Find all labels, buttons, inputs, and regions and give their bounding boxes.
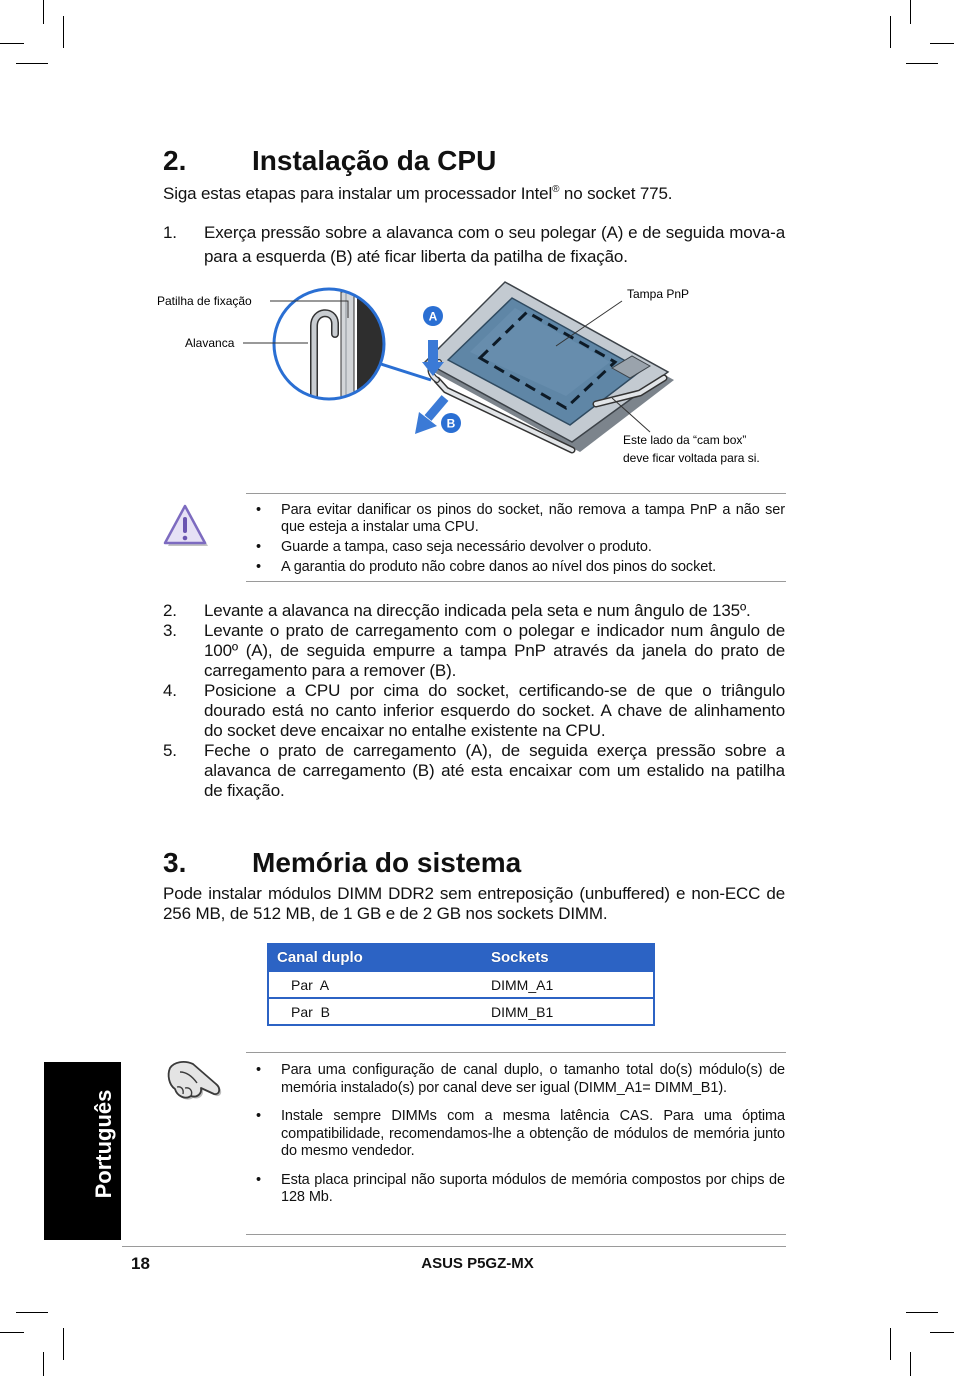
label-pnp-cap: Tampa PnP — [627, 287, 690, 301]
crop-mark — [63, 16, 64, 48]
bullet: • — [256, 1062, 261, 1078]
caution-top-rule — [246, 493, 786, 494]
crop-mark — [43, 0, 44, 24]
bullet: • — [256, 539, 261, 555]
list-item — [256, 502, 785, 536]
table-header-row — [268, 944, 654, 971]
note-text: Esta placa principal não suporta módulos de memória compostos por chips de 128 Mb. — [281, 1171, 785, 1205]
list-item — [256, 1108, 785, 1161]
crop-mark — [16, 63, 48, 64]
cpu-socket-figure — [150, 278, 795, 473]
crop-mark — [0, 1332, 24, 1333]
crop-mark — [906, 63, 938, 64]
bullet: • — [256, 559, 261, 575]
step-number: 3. — [163, 621, 177, 640]
step-text: Posicione a CPU por cima do socket, certificando-se de que o triângulo dourado está no canto inferior esquerdo do socket. A chave de alinhamento do socket deve encaixar no entalhe existente na CPU. — [204, 681, 785, 740]
zoom-connector — [381, 364, 431, 380]
table-row — [268, 998, 654, 1025]
warning-exclamation-bar — [183, 517, 187, 533]
step-number: 1. — [163, 223, 177, 242]
table-cell: DIMM_A1 — [483, 971, 654, 998]
label-cam-box-line2: deve ficar voltada para si. — [623, 451, 760, 465]
table-row — [268, 971, 654, 998]
crop-mark — [890, 1328, 891, 1360]
arrow-left-down-icon — [428, 398, 445, 418]
step-number: 5. — [163, 741, 177, 760]
crop-mark — [910, 0, 911, 24]
step-3 — [163, 621, 785, 681]
section-number: 2. — [163, 145, 187, 176]
crop-mark — [910, 1352, 911, 1376]
step-2 — [163, 601, 785, 621]
caution-list — [256, 502, 785, 579]
crop-mark — [930, 1332, 954, 1333]
section-number: 3. — [163, 847, 187, 878]
crop-mark — [63, 1328, 64, 1360]
caution-bottom-rule — [246, 581, 786, 582]
step-text: Feche o prato de carregamento (A), de seguida exerça pressão sobre a alavanca de carregamento (B) até esta encaixar com um estalido na patilha de fixação. — [204, 741, 785, 800]
step-5 — [163, 741, 785, 801]
note-text: Para uma configuração de canal duplo, o tamanho total do(s) módulo(s) de memória instalado(s) por canal deve ser igual (DIMM_A1= DIMM_B1). — [281, 1062, 785, 1096]
note-top-rule — [246, 1052, 786, 1053]
bullet: • — [256, 1108, 261, 1124]
footer-rule — [122, 1246, 786, 1247]
dimm-table — [267, 943, 655, 1026]
cpu-socket — [425, 282, 674, 452]
bullet: • — [256, 502, 261, 518]
crop-mark — [890, 16, 891, 48]
step-text: Levante a alavanca na direcção indicada pela seta e num ângulo de 135º. — [204, 601, 751, 620]
crop-mark — [43, 1352, 44, 1376]
step-text: Exerça pressão sobre a alavanca com o seu polegar (A) e de seguida mova-a para a esquerda (B) até ficar liberta da patilha de fixação. — [204, 223, 785, 266]
crop-mark — [906, 1312, 938, 1313]
caution-text: Guarde a tampa, caso seja necessário devolver o produto. — [281, 539, 652, 555]
note-text: Instale sempre DIMMs com a mesma latência CAS. Para uma óptima compatibilidade, recomendamos-lhe a obtenção de módulos de memória junto do mesmo vendedor. — [281, 1108, 785, 1159]
step-number: 4. — [163, 681, 177, 700]
warning-triangle-icon — [163, 503, 211, 549]
note-bottom-rule — [246, 1234, 786, 1235]
table-header-cell: Canal duplo — [268, 944, 483, 971]
badge-a-label: A — [428, 309, 438, 324]
list-item — [256, 1062, 785, 1097]
table-cell: DIMM_B1 — [483, 998, 654, 1025]
memory-note-list — [256, 1062, 785, 1218]
cpu-intro-text: Siga estas etapas para instalar um processador Intel — [163, 184, 553, 203]
table-cell: Par B — [268, 998, 483, 1025]
table-cell: Par A — [268, 971, 483, 998]
label-lever: Alavanca — [185, 336, 235, 350]
steps-list — [163, 601, 785, 801]
cpu-intro-text-end: no socket 775. — [559, 184, 673, 203]
cpu-intro — [163, 184, 785, 204]
label-retention-tab: Patilha de fixação — [157, 294, 252, 308]
memory-intro: Pode instalar módulos DIMM DDR2 sem entreposição (unbuffered) e non-ECC de 256 MB, de 512 MB, de 1 GB e de 2 GB nos sockets DIMM. — [163, 884, 785, 923]
list-item — [256, 539, 785, 556]
language-side-tab-label: Português — [91, 1089, 116, 1199]
table-header-cell: Sockets — [483, 944, 654, 971]
label-cam-box-line1: Este lado da “cam box” — [623, 433, 747, 447]
crop-mark — [16, 1312, 48, 1313]
crop-mark — [930, 43, 954, 44]
caution-text: A garantia do produto não cobre danos ao nível dos pinos do socket. — [281, 559, 717, 575]
list-item — [256, 559, 785, 576]
step-1 — [163, 221, 785, 269]
warning-exclamation-dot — [183, 536, 188, 541]
list-item — [256, 1172, 785, 1207]
page-number: 18 — [131, 1254, 150, 1273]
step-number: 2. — [163, 601, 177, 620]
section-title: Instalação da CPU — [252, 145, 497, 176]
pointing-hand-icon — [166, 1058, 226, 1104]
step-text: Levante o prato de carregamento com o polegar e indicador num ângulo de 100º (A), de seguida empurre a tampa PnP através da janela do prato de carregamento para a remover (B). — [204, 621, 785, 680]
crop-mark — [0, 43, 24, 44]
caution-text: Para evitar danificar os pinos do socket, não remova a tampa PnP a não ser que esteja a instalar uma CPU. — [281, 502, 785, 535]
badge-b-label: B — [446, 416, 456, 431]
product-model: ASUS P5GZ-MX — [421, 1255, 534, 1272]
section-title: Memória do sistema — [252, 847, 522, 878]
bullet: • — [256, 1171, 261, 1188]
step-4 — [163, 681, 785, 741]
registered-mark: ® — [552, 184, 560, 195]
